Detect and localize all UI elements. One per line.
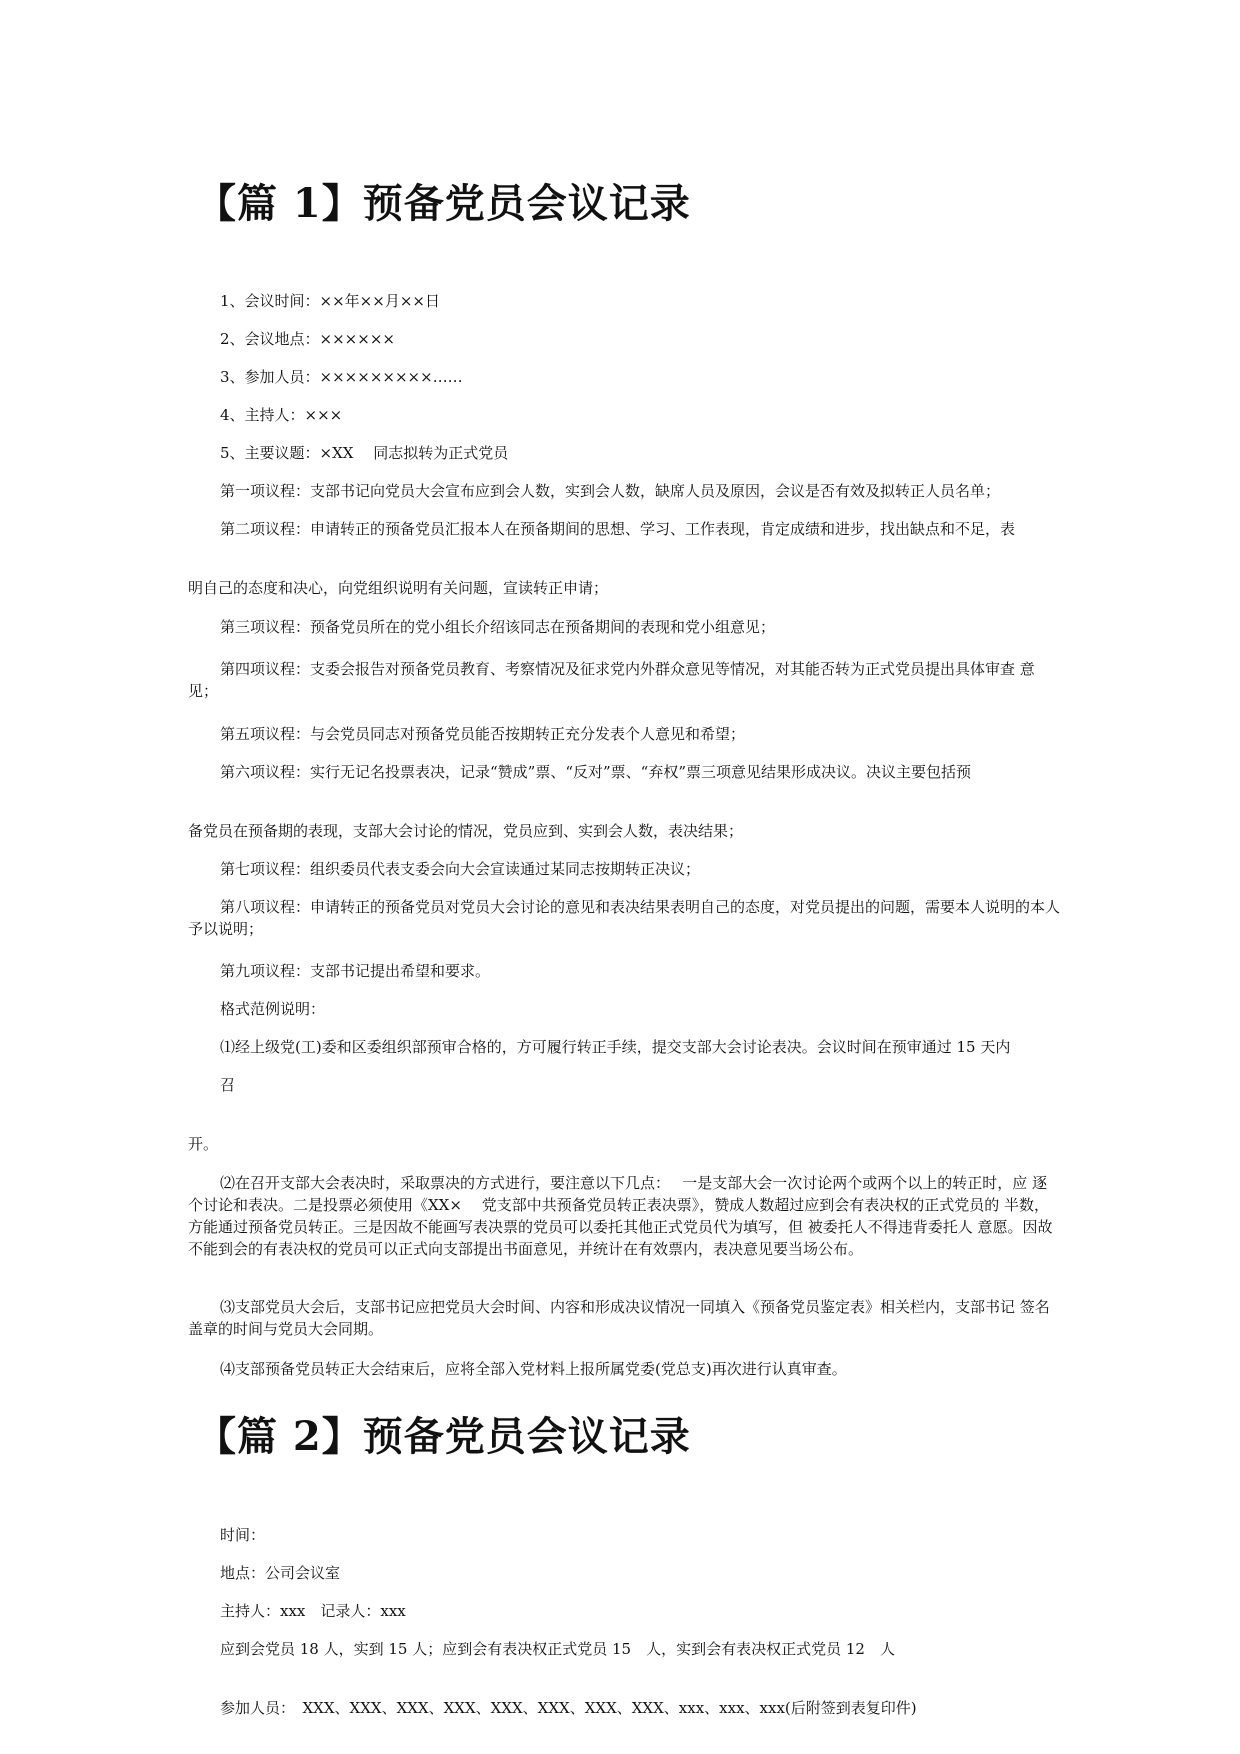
format-note-1-line-2: 召 — [220, 1076, 236, 1094]
agenda-item-6-line-2: 备党员在预备期的表现，支部大会讨论的情况，党员应到、实到会人数，表决结果； — [188, 822, 744, 840]
meeting2-attendance-count: 应到会党员 18 人，实到 15 人；应到会有表决权正式党员 15 人，实到会有表决权正式党员 12 人 — [220, 1640, 895, 1658]
meeting2-time: 时间： — [220, 1526, 266, 1544]
agenda-item-2-line-1: 第二项议程：申请转正的预备党员汇报本人在预备期间的思想、学习、工作表现，肯定成绩和进步，找出缺点和不足，表 — [220, 520, 1016, 538]
meeting2-attendees: 参加人员： XXX、XXX、XXX、XXX、XXX、XXX、XXX、XXX、xxx、xxx、xxx(后附签到表复印件) — [220, 1699, 917, 1717]
agenda-item-5: 第五项议程：与会党员同志对预备党员能否按期转正充分发表个人意见和希望； — [220, 725, 746, 743]
meeting-topic: 5、主要议题：×XX 同志拟转为正式党员 — [220, 444, 509, 462]
format-note-1-line-1: ⑴经上级党(工)委和区委组织部预审合格的，方可履行转正手续，提交支部大会讨论表决。会议时间在预审通过 15 天内 — [220, 1038, 1011, 1056]
agenda-item-8: 第八项议程：申请转正的预备党员对党员大会讨论的意见和表决结果表明自己的态度，对党员提出的问题，需要本人说明的本人予以说明； — [188, 898, 1061, 938]
meeting-host: 4、主持人：××× — [220, 406, 343, 424]
agenda-item-1: 第一项议程：支部书记向党员大会宣布应到会人数，实到会人数，缺席人员及原因，会议是否有效及拟转正人员名单； — [220, 482, 1001, 500]
agenda-item-3: 第三项议程：预备党员所在的党小组长介绍该同志在预备期间的表现和党小组意见； — [220, 618, 776, 636]
agenda-item-6-line-1: 第六项议程：实行无记名投票表决，记录“赞成”票、“反对”票、“弃权”票三项意见结果形成决议。决议主要包括预 — [220, 763, 972, 781]
section-heading-2: 【篇 2】预备党员会议记录 — [196, 1413, 691, 1460]
format-note-1-line-3: 开。 — [188, 1135, 219, 1153]
meeting2-place: 地点：公司会议室 — [220, 1564, 341, 1582]
format-note-3: ⑶支部党员大会后，支部书记应把党员大会时间、内容和形成决议情况一同填入《预备党员鉴定表》相关栏内，支部书记 签名盖章的时间与党员大会同期。 — [188, 1298, 1050, 1338]
meeting-place: 2、会议地点：×××××× — [220, 330, 395, 348]
meeting-time: 1、会议时间：××年××月××日 — [220, 292, 440, 310]
meeting-attendees: 3、参加人员：×××××××××…… — [220, 368, 463, 386]
format-note-2: ⑵在召开支部大会表决时，采取票决的方式进行，要注意以下几点： 一是支部大会一次讨论两个或两个以上的转正时，应 逐个讨论和表决。二是投票必须使用《XX× 党支部中共预备党员转正表决票》，赞成人数超过应到会有表决权的正式党员的 半数，方能通过预备党员转正。三是因故不能画写表决票的党员可以委托其他正式党员代为填写，但 被委托人不得违背委托人 意愿。因故不能到会的有表决权的党员可以正式向支部提出书面意见，并统计在有效票内，表决意见要当场公布。 — [188, 1174, 1053, 1258]
meeting2-host-recorder: 主持人：xxx 记录人：xxx — [220, 1602, 406, 1620]
agenda-item-7: 第七项议程：组织委员代表支委会向大会宣读通过某同志按期转正决议； — [220, 860, 701, 878]
agenda-item-4: 第四项议程：支委会报告对预备党员教育、考察情况及征求党内外群众意见等情况，对其能否转为正式党员提出具体审查 意见； — [188, 660, 1035, 700]
section-heading-1: 【篇 1】预备党员会议记录 — [196, 180, 691, 227]
agenda-item-9: 第九项议程：支部书记提出希望和要求。 — [220, 962, 491, 980]
format-notes-title: 格式范例说明： — [220, 1000, 326, 1018]
agenda-item-2-line-2: 明自己的态度和决心，向党组织说明有关问题，宣读转正申请； — [188, 579, 609, 597]
format-note-4: ⑷支部预备党员转正大会结束后，应将全部入党材料上报所属党委(党总支)再次进行认真审查。 — [220, 1360, 847, 1378]
